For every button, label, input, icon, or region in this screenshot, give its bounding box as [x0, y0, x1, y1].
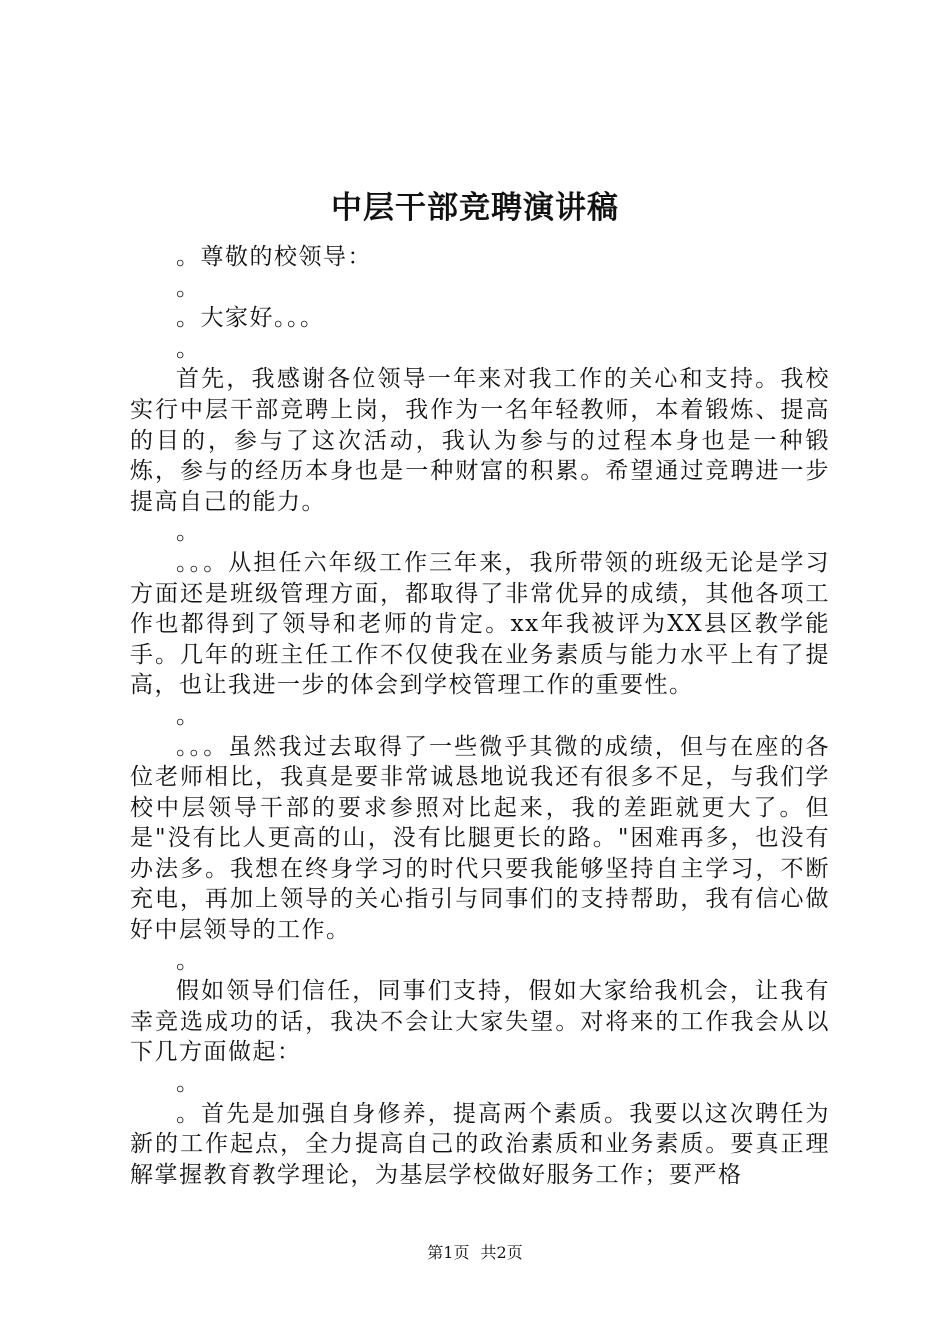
paragraph-plan-first: 。首先是加强自身修养，提高两个素质。我要以这次聘任为新的工作起点，全力提高自己的政治素质和业务素质。要真正理解掌握教育教学理论，为基层学校做好服务工作；要严格	[130, 1100, 830, 1188]
paragraph-hello: 。大家好。。。	[176, 305, 325, 332]
paragraph-shortcomings: 。。。虽然我过去取得了一些微乎其微的成绩，但与在座的各位老师相比，我真是要非常诚恳地说我还有很多不足，与我们学校中层领导干部的要求参照对比起来，我的差距就更大了。但是"没有比人更高的山，没有比腿更长的路。"困难再多，也没有办法多。我想在终身学习的时代只要我能够坚持自主学习，不断充电，再加上领导的关心指引与同事们的支持帮助，我有信心做好中层领导的工作。	[130, 733, 830, 944]
paragraph-mark: 。	[176, 335, 201, 362]
paragraph-experience: 。。。从担任六年级工作三年来，我所带领的班级无论是学习方面还是班级管理方面，都取得了非常优异的成绩，其他各项工作也都得到了领导和老师的肯定。xx年我被评为XX县区教学能手。几年的班主任工作不仅使我在业务素质与能力水平上有了提高，也让我进一步的体会到学校管理工作的重要性。	[130, 549, 830, 699]
page-footer	[0, 1242, 950, 1264]
paragraph-plan-intro: 假如领导们信任，同事们支持，假如大家给我机会，让我有幸竞选成功的话，我决不会让大家失望。对将来的工作我会从以下几方面做起：	[130, 978, 830, 1066]
paragraph-mark: 。	[176, 1070, 201, 1097]
paragraph-greeting: 。尊敬的校领导：	[176, 244, 372, 270]
page-total: 共2页	[480, 1243, 523, 1262]
paragraph-thanks: 首先，我感谢各位领导一年来对我工作的关心和支持。我校实行中层干部竞聘上岗，我作为一名年轻教师，本着锻炼、提高的目的，参与了这次活动，我认为参与的过程本身也是一种锻炼，参与的经历本身也是一种财富的积累。希望通过竞聘进一步提高自己的能力。	[130, 366, 830, 515]
document-title: 中层干部竞聘演讲稿	[331, 190, 619, 226]
paragraph-mark: 。	[176, 274, 201, 301]
paragraph-mark: 。	[176, 519, 201, 546]
page-number: 第1页	[427, 1243, 470, 1262]
paragraph-mark: 。	[176, 947, 201, 974]
paragraph-mark: 。	[176, 702, 201, 729]
document-body	[130, 242, 830, 1190]
